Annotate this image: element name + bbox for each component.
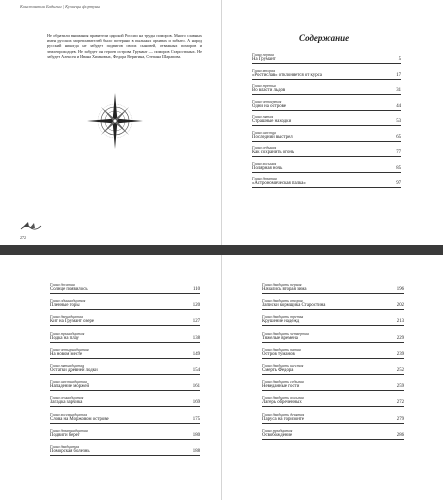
toc-list-bottom-left: [50, 282, 200, 460]
chapter-page-number: 154: [192, 367, 200, 373]
toc-entry: [50, 298, 200, 314]
chapter-title: Подвиги берег: [50, 432, 80, 438]
toc-entry: [50, 331, 200, 347]
toc-entry: [50, 379, 200, 395]
chapter-title: На Грумант: [252, 57, 276, 62]
entry-rule: [252, 125, 401, 126]
chapter-page-number: 120: [192, 303, 200, 309]
toc-entry: [50, 363, 200, 379]
entry-rule: [50, 309, 200, 310]
gutter-bottom: [221, 255, 222, 500]
toc-entry: [252, 145, 401, 161]
chapter-title: Освобождение: [262, 432, 293, 438]
chapter-title: «Ростислав» отклоняется от курса: [252, 72, 322, 78]
chapter-title: Страшные находки: [252, 119, 292, 124]
chapter-number: Глава пятая: [252, 114, 274, 119]
toc-entry: [262, 298, 404, 314]
entry-rule: [262, 358, 404, 359]
toc-entry: [262, 331, 404, 347]
toc-entry: [252, 83, 401, 99]
chapter-title: Во власти льдов: [252, 88, 286, 93]
chapter-title: Солнце появилось: [50, 287, 88, 292]
running-header: Константин Бадигин | Кузнецы фортуны: [20, 4, 101, 9]
chapter-page-number: 169: [192, 400, 200, 406]
toc-entry: [262, 363, 404, 379]
entry-rule: [262, 390, 404, 391]
chapter-title: Начались вторая зима: [262, 287, 307, 292]
chapter-title: Загадка зарчика: [50, 400, 83, 406]
toc-entry: [262, 282, 404, 298]
chapter-number: Глава двадцать четвертая: [262, 330, 309, 336]
chapter-page-number: 259: [396, 384, 404, 390]
entry-rule: [50, 342, 200, 343]
chapter-page-number: 272: [396, 400, 404, 406]
chapter-title: Полярная ночь: [252, 165, 283, 171]
chapter-page-number: 188: [192, 448, 200, 454]
chapter-number: Глава двенадцатая: [50, 314, 83, 320]
entry-rule: [50, 423, 200, 424]
chapter-number: Глава восьмая: [252, 160, 277, 166]
toc-entry: [50, 395, 200, 411]
chapter-page-number: 180: [192, 432, 200, 438]
toc-list-bottom-right: [262, 282, 404, 444]
toc-entry: [262, 412, 404, 428]
chapter-title: Паруса на горизонте: [262, 416, 305, 422]
chapter-page-number: 213: [396, 319, 404, 325]
chapter-number: Глава двадцать третья: [262, 314, 304, 320]
chapter-page-number: 161: [192, 384, 200, 390]
entry-rule: [252, 172, 401, 173]
entry-rule: [252, 94, 401, 95]
chapter-page-number: 31: [396, 88, 401, 93]
chapter-title: Как сохранить огонь: [252, 150, 295, 155]
toc-entry: [252, 68, 401, 84]
top-spread: [0, 0, 443, 245]
chapter-title: «Астрономическая палка»: [252, 181, 306, 186]
chapter-title: Одни на острове: [252, 103, 287, 109]
chapter-number: Глава третья: [252, 83, 276, 88]
entry-rule: [252, 79, 401, 80]
toc-entry: [252, 130, 401, 146]
chapter-page-number: 175: [192, 416, 200, 422]
chapter-page-number: 149: [192, 351, 200, 357]
toc-entry: [262, 395, 404, 411]
chapter-page-number: 286: [396, 432, 404, 438]
chapter-title: Подка на плау: [50, 335, 79, 341]
entry-rule: [50, 406, 200, 407]
entry-rule: [262, 309, 404, 310]
entry-rule: [252, 110, 401, 111]
chapter-title: Нападение моржей: [50, 384, 90, 390]
chapter-number: Глава семнадцатая: [50, 395, 84, 401]
chapter-number: Глава двадцать девятая: [262, 411, 305, 417]
entry-rule: [50, 293, 200, 294]
entry-rule: [262, 374, 404, 375]
entry-rule: [262, 325, 404, 326]
chapter-number: Глава шестая: [252, 129, 276, 135]
chapter-number: Глава двадцать шестая: [262, 362, 304, 368]
chapter-page-number: 252: [396, 367, 404, 373]
chapter-page-number: 239: [396, 351, 404, 357]
toc-entry: [262, 379, 404, 395]
chapter-title: Лагерь обреченных: [262, 400, 302, 406]
chapter-number: Глава двадцать восьмая: [262, 395, 304, 401]
chapter-number: Глава тридцатая: [262, 427, 293, 433]
chapter-page-number: 53: [396, 119, 401, 124]
chapter-number: Глава пятнадцатая: [50, 362, 85, 368]
toc-entry: [50, 412, 200, 428]
gutter-top: [221, 0, 222, 245]
chapter-number: Глава двадцать первая: [262, 282, 302, 287]
compass-rose-icon: [86, 92, 144, 150]
entry-rule: [252, 63, 401, 64]
entry-rule: [252, 187, 401, 188]
chapter-number: Глава четырнадцатая: [50, 346, 89, 352]
toc-entry: [50, 347, 200, 363]
toc-entry: [50, 444, 200, 460]
chapter-number: Глава десятая: [50, 282, 75, 287]
chapter-title: Тяжелые времена: [262, 335, 298, 341]
ship-ornament-icon: [20, 220, 42, 232]
chapter-number: Глава четвертая: [252, 98, 282, 104]
entry-rule: [262, 293, 404, 294]
chapter-page-number: 202: [396, 303, 404, 309]
toc-entry: [50, 282, 200, 298]
toc-entry: [252, 52, 401, 68]
toc-entry: [262, 314, 404, 330]
entry-rule: [262, 423, 404, 424]
chapter-page-number: 110: [192, 287, 200, 292]
toc-entry: [262, 347, 404, 363]
entry-rule: [50, 439, 200, 440]
chapter-title: Записки кормщика Старостина: [262, 303, 326, 309]
chapter-number: Глава одиннадцатая: [50, 298, 86, 304]
chapter-title: Остатки древней лодки: [50, 367, 98, 373]
page-number-left: 272: [20, 235, 26, 240]
chapter-number: Глава двадцать седьмая: [262, 379, 304, 385]
chapter-page-number: 138: [192, 335, 200, 341]
toc-entry: [252, 176, 401, 192]
chapter-title: Остров туманов: [262, 351, 295, 357]
toc-title: Содержание: [299, 33, 350, 43]
entry-rule: [262, 342, 404, 343]
chapter-title: Пленные горы: [50, 303, 80, 309]
entry-rule: [50, 390, 200, 391]
chapter-title: На новом месте: [50, 351, 83, 357]
entry-rule: [262, 406, 404, 407]
entry-rule: [50, 374, 200, 375]
toc-entry: [252, 114, 401, 130]
chapter-number: Глава тринадцатая: [50, 330, 85, 336]
entry-rule: [50, 325, 200, 326]
chapter-number: Глава двадцать вторая: [262, 298, 303, 304]
entry-rule: [50, 358, 200, 359]
chapter-page-number: 97: [396, 181, 401, 186]
toc-entry: [50, 314, 200, 330]
toc-entry: [252, 99, 401, 115]
chapter-page-number: 196: [396, 287, 404, 292]
chapter-number: Глава первая: [252, 52, 274, 57]
chapter-number: Глава шестнадцатая: [50, 379, 87, 385]
chapter-page-number: 77: [396, 150, 401, 155]
toc-entry: [252, 161, 401, 177]
chapter-title: Смерть Федора: [262, 367, 294, 373]
chapter-page-number: 127: [192, 319, 200, 325]
chapter-title: Кит на Грумант озере: [50, 319, 95, 325]
entry-rule: [262, 439, 404, 440]
chapter-page-number: 65: [396, 134, 401, 140]
entry-rule: [50, 455, 200, 456]
toc-entry: [50, 428, 200, 444]
chapter-number: Глава седьмая: [252, 145, 277, 150]
chapter-page-number: 44: [396, 103, 401, 109]
entry-rule: [252, 156, 401, 157]
entry-rule: [252, 141, 401, 142]
chapter-title: Слова на Моржовом острове: [50, 416, 109, 422]
chapter-title: Последний выстрел: [252, 134, 293, 140]
chapter-page-number: 85: [396, 165, 401, 171]
chapter-page-number: 17: [396, 72, 401, 78]
chapter-number: Глава девятая: [252, 176, 277, 181]
chapter-number: Глава девятнадцатая: [50, 427, 88, 433]
chapter-page-number: 279: [396, 416, 404, 422]
chapter-number: Глава вторая: [252, 67, 276, 73]
chapter-number: Глава двадцать пятая: [262, 346, 301, 352]
chapter-page-number: 229: [396, 335, 404, 341]
chapter-number: Глава двадцатая: [50, 443, 80, 449]
chapter-title: Неведанные гости: [262, 384, 300, 390]
chapter-page-number: 5: [398, 57, 401, 62]
chapter-title: Крушение надежд: [262, 319, 300, 325]
chapter-number: Глава восемнадцатая: [50, 411, 88, 417]
toc-entry: [262, 428, 404, 444]
closing-paragraph: Не обратили внимания правители царской России на труды поморов. Много славных имен русских мореплавателей было потеряно в пыльных архивах и забыто. А народ русский никогда не забудет подвигов своих сыновей, отважных поморов и землепроходцев. Не забудет он героев острова Грумант — поморов Старостиных. Не забудет Алексея и Ивана Химковых, Федора Веригина, Степана Шарапова.: [47, 33, 202, 59]
toc-list-top-right: [252, 52, 401, 192]
chapter-title: Поморская болезнь: [50, 448, 90, 454]
